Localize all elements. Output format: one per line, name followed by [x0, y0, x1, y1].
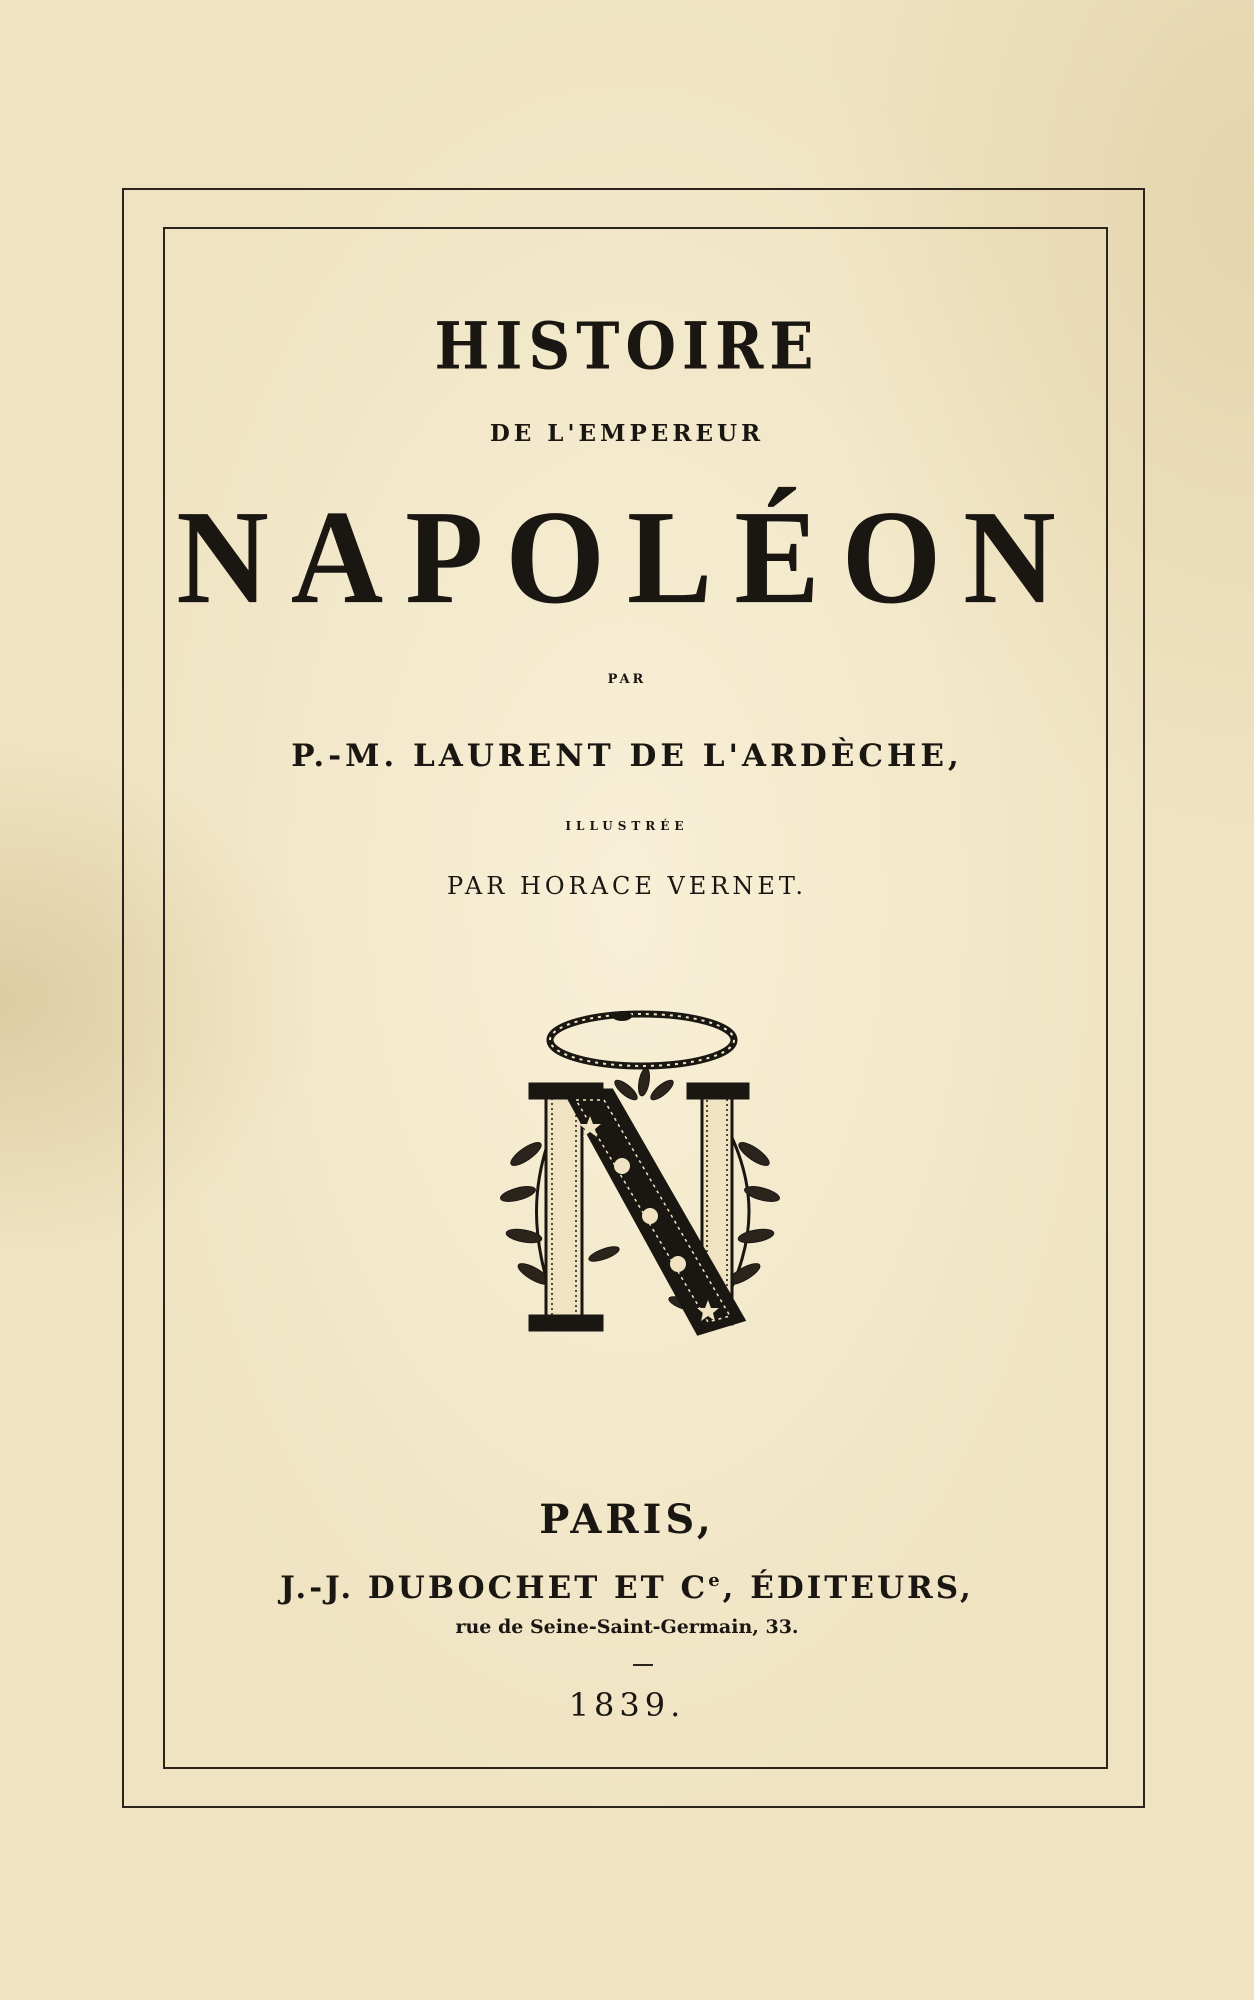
publisher-prefix: J.-J. DUBOCHET ET C	[280, 1570, 709, 1606]
imprint-address: rue de Seine-Saint-Germain, 33.	[455, 1616, 799, 1638]
separator-dash	[633, 1664, 653, 1666]
imprint-publisher	[0, 1570, 1254, 1606]
publisher-superscript: e	[708, 1570, 723, 1591]
illustrator-name: PAR HORACE VERNET.	[446, 872, 808, 900]
title-histoire: HISTOIRE	[434, 307, 820, 385]
napoleonic-n-monogram-icon	[494, 1004, 786, 1340]
illustrated-label: ILLUSTRÉE	[565, 819, 689, 833]
by-label: PAR	[607, 672, 647, 687]
author-name: P.-M. LAURENT DE L'ARDÈCHE,	[291, 738, 963, 774]
publisher-suffix: , ÉDITEURS,	[722, 1570, 974, 1606]
imprint-city: PARIS,	[539, 1496, 715, 1543]
title-napoleon: NAPOLÉON	[176, 482, 1078, 632]
imprint-year: 1839.	[568, 1686, 686, 1724]
title-de-lempereur: DE L'EMPEREUR	[489, 420, 765, 447]
